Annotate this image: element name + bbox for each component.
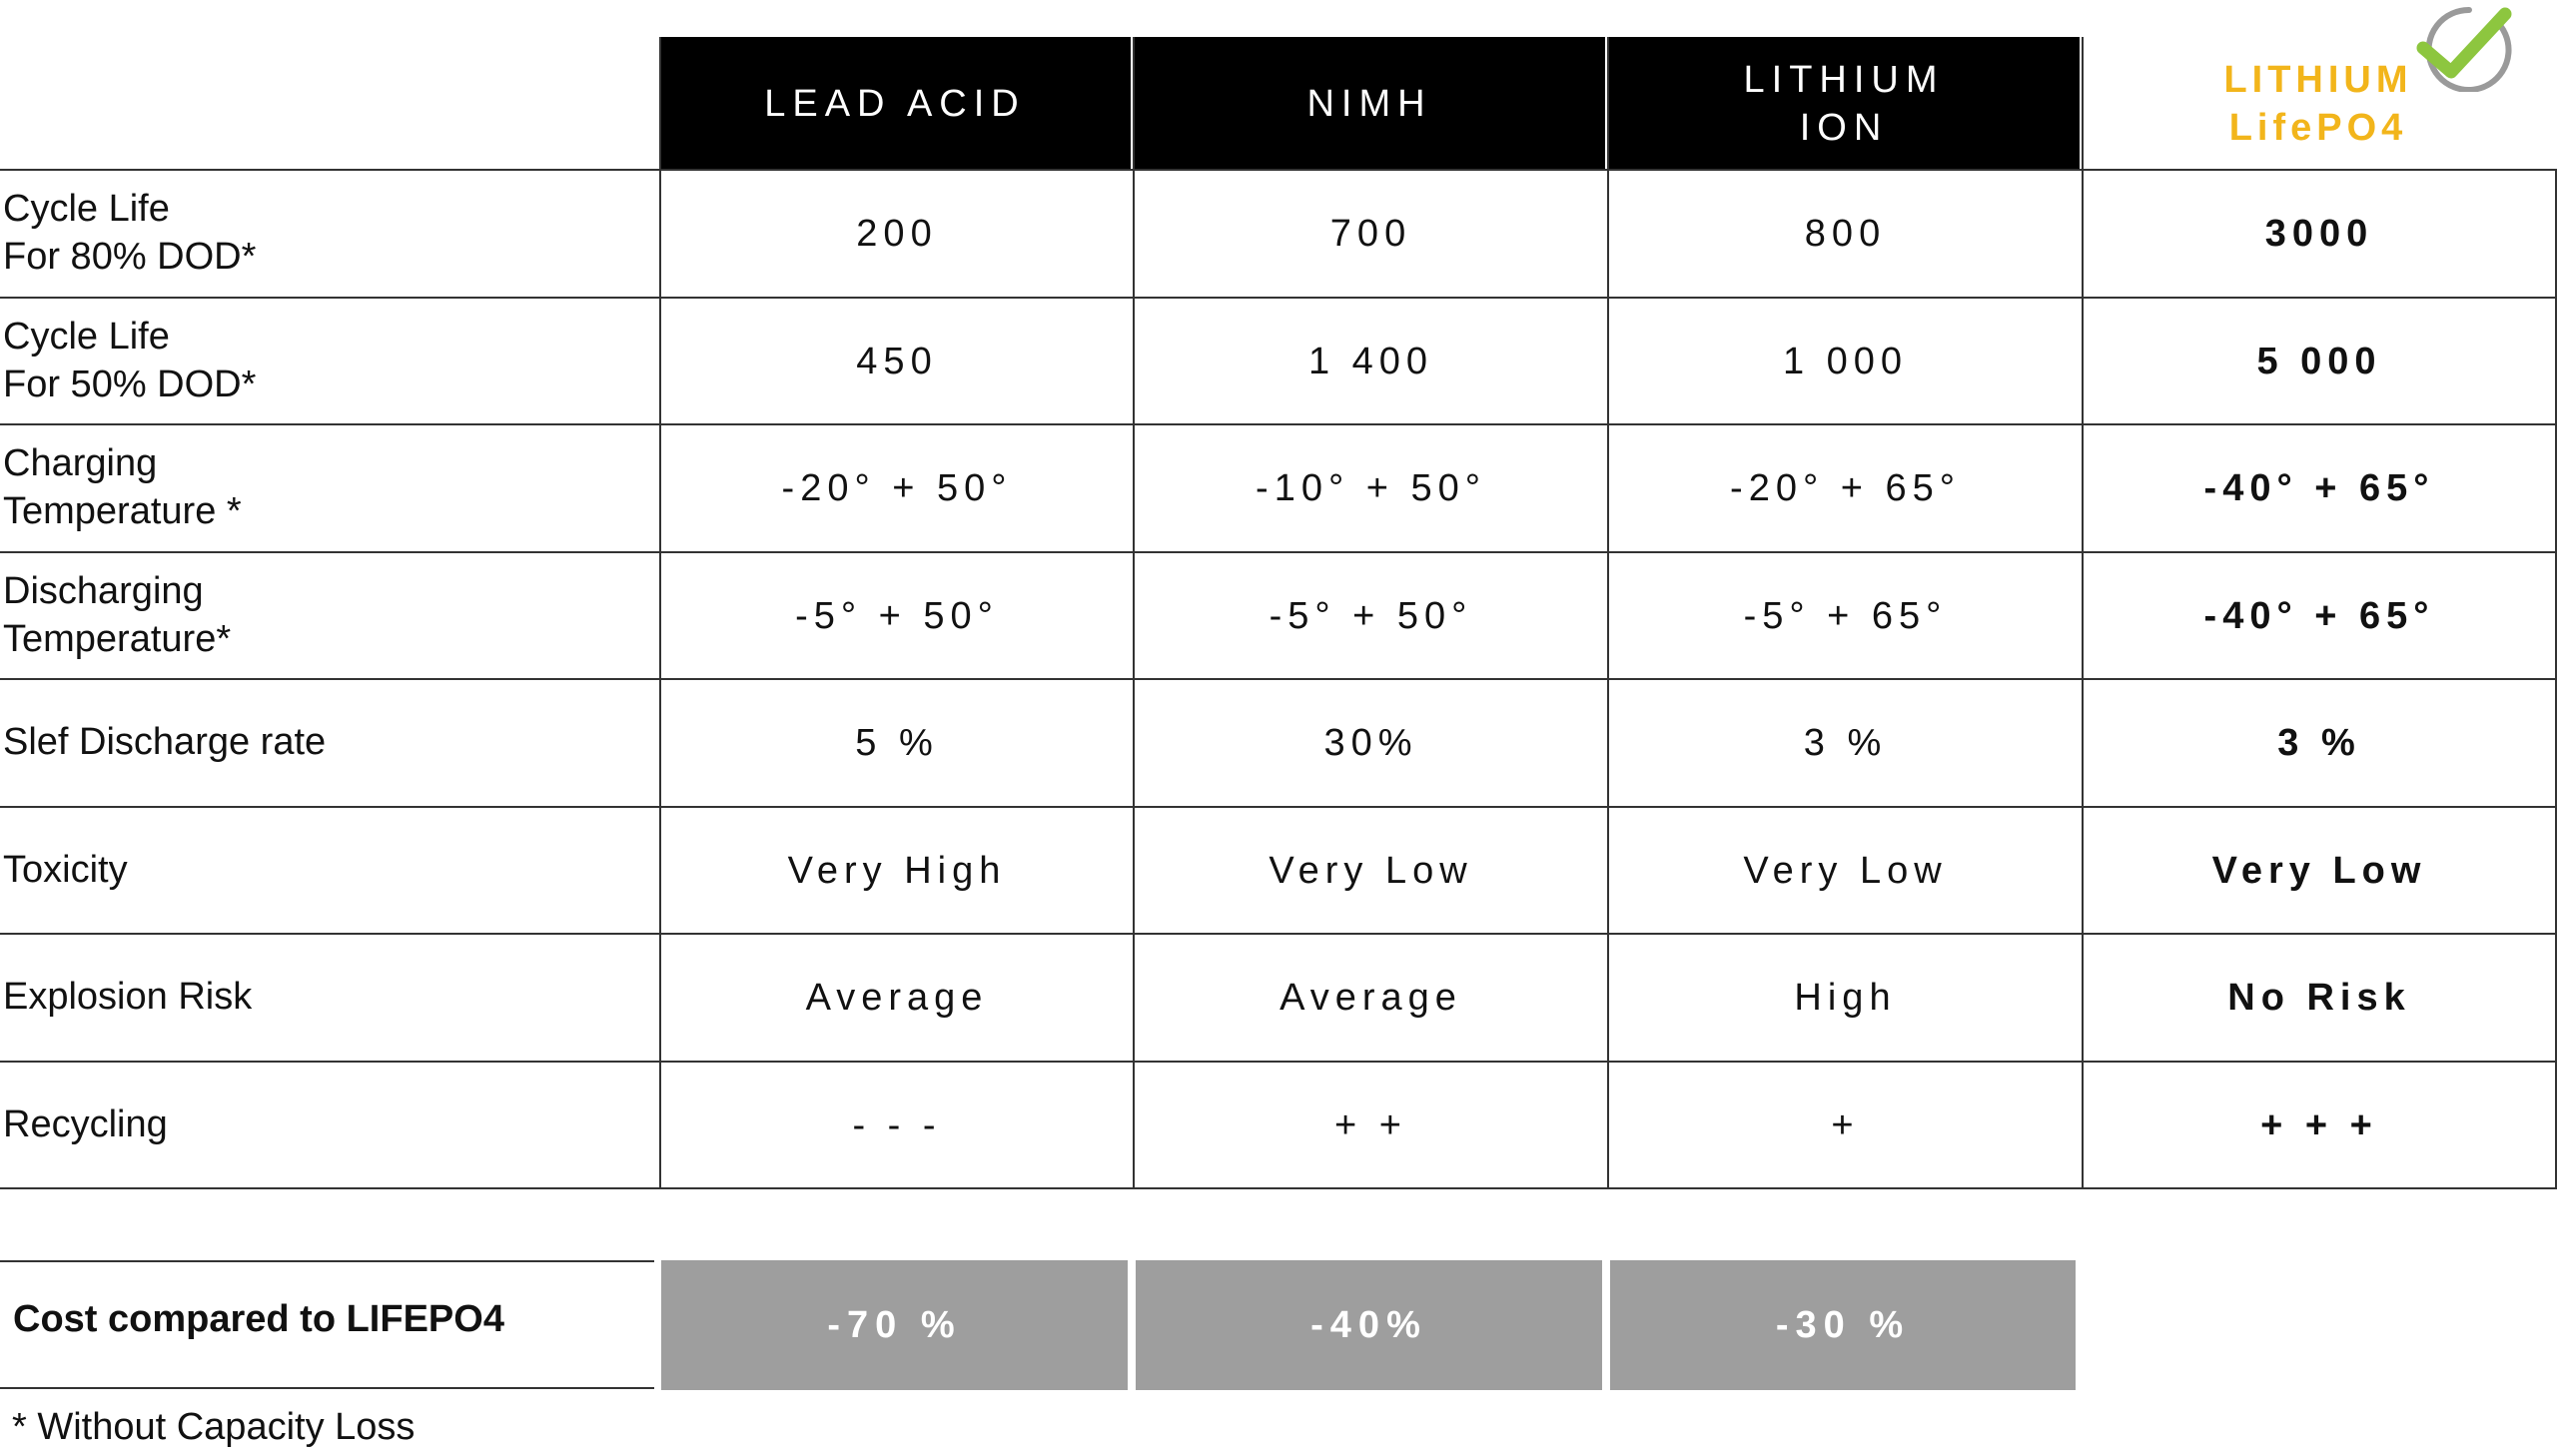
row-label-line: For 80% DOD* — [3, 236, 257, 278]
row-label-line: Explosion Risk — [3, 976, 253, 1018]
footnote: * Without Capacity Loss — [12, 1406, 416, 1448]
table-cell: 30% — [1323, 721, 1418, 764]
table-cell: 800 — [1804, 212, 1887, 255]
table-cell: Very High — [787, 849, 1007, 892]
table-cell: -20° + 50° — [781, 466, 1013, 509]
table-cell: -40° + 65° — [2203, 594, 2435, 637]
table-cell: 450 — [856, 340, 938, 382]
table-cell: Average — [805, 976, 989, 1019]
column-header-label: ION — [1799, 106, 1889, 149]
row-label — [3, 935, 652, 1059]
cost-top-divider — [0, 1260, 654, 1262]
cost-bottom-divider — [0, 1387, 654, 1389]
column-header-label: LITHIUM — [2223, 58, 2413, 101]
row-label — [3, 425, 652, 549]
table-cell: -5° + 50° — [795, 594, 999, 637]
row-label — [3, 680, 652, 804]
table-cell: -10° + 50° — [1256, 466, 1486, 509]
table-cell: Very Low — [1269, 849, 1473, 892]
row-label-line: Discharging — [3, 570, 204, 612]
table-cell: 700 — [1329, 212, 1412, 255]
table-cell: High — [1794, 976, 1897, 1019]
cost-value-lead-acid — [661, 1260, 1128, 1390]
column-header-lead-acid — [659, 37, 1131, 170]
table-cell: -5° + 50° — [1269, 594, 1473, 637]
table-cell: -20° + 65° — [1730, 466, 1961, 509]
cost-value-text: -30 % — [1775, 1303, 1911, 1346]
row-label-line: Temperature* — [3, 618, 232, 660]
check-circle-icon — [2409, 0, 2515, 92]
table-cell: Very Low — [2211, 849, 2427, 892]
table-cell: 1 000 — [1782, 340, 1909, 382]
row-label-line: Toxicity — [3, 849, 128, 891]
table-cell: 3 % — [1803, 721, 1888, 764]
table-cell: -5° + 65° — [1743, 594, 1948, 637]
column-header-label: LifePO4 — [2228, 106, 2408, 149]
cost-value-text: -70 % — [827, 1303, 962, 1346]
table-cell: 5 000 — [2256, 340, 2382, 382]
table-cell: Very Low — [1743, 849, 1948, 892]
table-cell: No Risk — [2227, 976, 2411, 1019]
table-cell: - - - — [852, 1103, 942, 1146]
row-label — [3, 1063, 652, 1186]
table-cell: -40° + 65° — [2203, 466, 2435, 509]
table-cell: + — [1831, 1103, 1860, 1146]
row-label-line: Charging — [3, 442, 158, 484]
cost-value-nimh — [1136, 1260, 1602, 1390]
table-cell: 1 400 — [1307, 340, 1434, 382]
row-label-line: Recycling — [3, 1103, 168, 1145]
cost-value-lithium-ion — [1610, 1260, 2076, 1390]
cost-label: Cost compared to LIFEPO4 — [13, 1298, 504, 1340]
row-label — [3, 553, 652, 677]
table-cell: Average — [1279, 976, 1462, 1019]
table-cell: 200 — [856, 212, 938, 255]
cost-value-text: -40% — [1310, 1303, 1427, 1346]
row-label — [3, 808, 652, 932]
row-label-line: Cycle Life — [3, 188, 170, 230]
column-header-nimh — [1134, 37, 1605, 170]
table-cell: 3 % — [2277, 721, 2361, 764]
column-header-label: NIMH — [1306, 82, 1432, 125]
row-label-line: Cycle Life — [3, 316, 170, 358]
row-label-line: Slef Discharge rate — [3, 721, 327, 763]
column-header-label: LITHIUM — [1743, 58, 1945, 101]
row-label — [3, 299, 652, 422]
row-label-line: Temperature * — [3, 490, 242, 532]
table-cell: 5 % — [855, 721, 939, 764]
table-cell: + + + — [2260, 1103, 2378, 1146]
table-cell: + + — [1334, 1103, 1407, 1146]
row-label-line: For 50% DOD* — [3, 364, 257, 405]
column-header-label: LEAD ACID — [764, 82, 1026, 125]
column-header-lithium-ion — [1608, 37, 2080, 170]
table-cell: 3000 — [2264, 212, 2374, 255]
row-label — [3, 171, 652, 295]
